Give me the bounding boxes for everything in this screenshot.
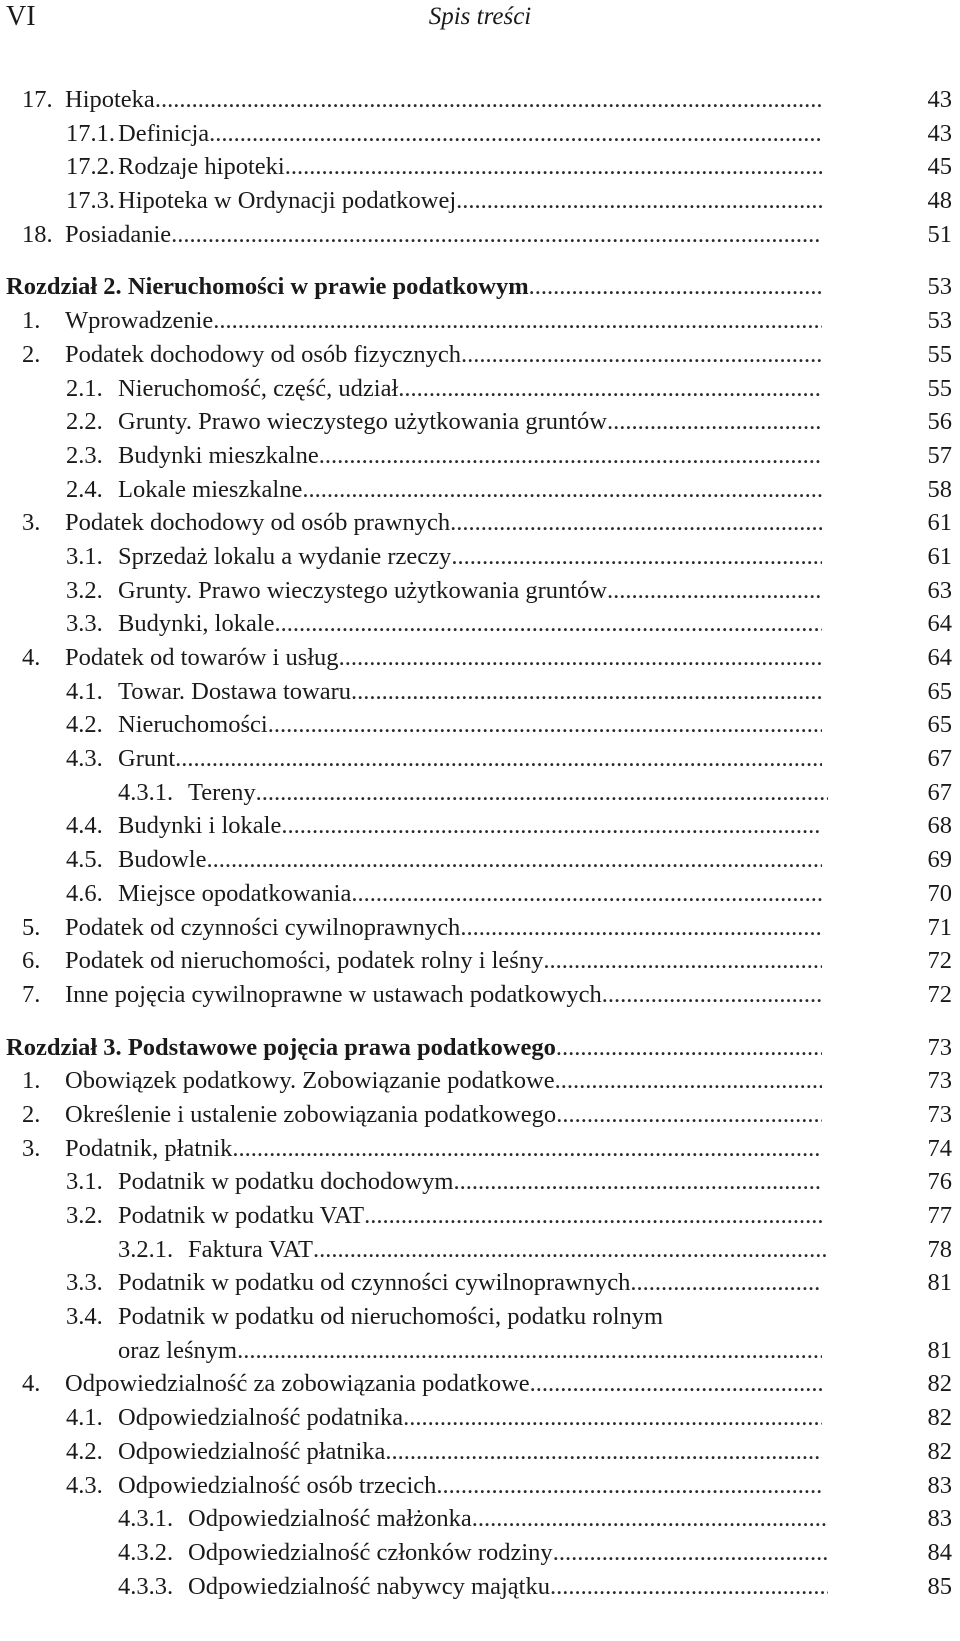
entry-number: 4.3.1. — [118, 1505, 174, 1533]
page-reference: 78 — [927, 1235, 952, 1263]
entry-title: Określenie i ustalenie zobowiązania podatkowego — [65, 1100, 557, 1128]
toc-entry[interactable] — [0, 675, 960, 709]
toc-entry[interactable] — [0, 944, 960, 978]
entry-number: 17.1. — [66, 119, 115, 147]
toc-entry[interactable] — [0, 1266, 960, 1300]
entry-number: 4.1. — [66, 1404, 103, 1432]
dot-leader — [256, 776, 828, 810]
page-reference: 56 — [927, 408, 952, 436]
page-reference: 67 — [927, 778, 952, 806]
entry-title: Rodzaje hipoteki — [118, 153, 285, 181]
entry-title: Odpowiedzialność członków rodziny — [188, 1538, 553, 1566]
page-reference: 81 — [927, 1336, 952, 1364]
entry-number: 3.3. — [66, 610, 103, 638]
toc-entry[interactable] — [0, 978, 960, 1012]
toc-entry[interactable] — [0, 1132, 960, 1166]
entry-number: 4.3.2. — [118, 1538, 174, 1566]
entry-title: Nieruchomość, część, udział — [118, 374, 399, 402]
entry-number: 4.3.1. — [118, 778, 174, 806]
page-reference: 72 — [927, 980, 952, 1008]
chapter-title: Podstawowe pojęcia prawa podatkowego — [127, 1033, 556, 1061]
entry-number: 3. — [22, 509, 41, 537]
toc-entry[interactable] — [0, 304, 960, 338]
page-number: VI — [6, 1, 36, 32]
entry-number: 18. — [22, 220, 53, 248]
toc-entry[interactable] — [0, 473, 960, 507]
toc-entry[interactable] — [0, 405, 960, 439]
toc-entry[interactable] — [0, 641, 960, 675]
entry-title: Podatek dochodowy od osób fizycznych — [65, 340, 461, 368]
dot-leader — [398, 372, 822, 406]
toc-entry[interactable] — [0, 338, 960, 372]
dot-leader — [555, 1064, 822, 1098]
entry-number: 4.6. — [66, 879, 103, 907]
entry-title: Lokale mieszkalne — [118, 475, 303, 503]
toc-entry[interactable] — [0, 911, 960, 945]
toc-entry[interactable] — [0, 506, 960, 540]
toc-entry[interactable] — [0, 708, 960, 742]
page-reference: 61 — [927, 509, 952, 537]
entry-number: 1. — [22, 307, 41, 335]
dot-leader — [285, 150, 822, 184]
toc-entry[interactable] — [0, 1064, 960, 1098]
entry-title: Odpowiedzialność płatnika — [118, 1437, 386, 1465]
toc-entry[interactable] — [0, 877, 960, 911]
entry-number: 3.2. — [66, 576, 103, 604]
entry-title: Budynki, lokale — [118, 610, 275, 638]
page-reference: 71 — [927, 913, 952, 941]
entry-number: 17. — [22, 86, 53, 113]
dot-leader — [436, 1469, 822, 1503]
dot-leader — [385, 1435, 822, 1469]
dot-leader — [602, 978, 822, 1012]
entry-title: Faktura VAT — [188, 1235, 314, 1263]
page-reference: 48 — [927, 187, 952, 215]
page-reference: 58 — [927, 475, 952, 503]
running-title: Spis treści — [428, 3, 532, 30]
toc-entry[interactable] — [0, 150, 960, 184]
entry-number: 6. — [22, 947, 41, 975]
toc-entry[interactable] — [0, 1536, 960, 1570]
dot-leader — [206, 843, 822, 877]
dot-leader — [232, 1132, 822, 1166]
toc-entry[interactable] — [0, 574, 960, 608]
page-reference: 73 — [927, 1067, 952, 1095]
page-reference: 67 — [927, 745, 952, 773]
page-reference: 85 — [927, 1572, 952, 1600]
entry-title: Miejsce opodatkowania — [118, 879, 352, 907]
page-reference: 77 — [927, 1202, 952, 1229]
toc-entry[interactable] — [0, 1367, 960, 1401]
entry-title: Budynki mieszkalne — [118, 441, 319, 469]
toc-entry[interactable] — [0, 1199, 960, 1233]
dot-leader — [556, 1031, 822, 1065]
dot-leader — [630, 1266, 822, 1300]
entry-title: Odpowiedzialność nabywcy majątku — [188, 1572, 550, 1600]
page-reference: 65 — [927, 677, 952, 705]
dot-leader — [472, 1502, 828, 1536]
section-gap — [0, 251, 960, 270]
toc-entry[interactable] — [0, 218, 960, 252]
toc-entry[interactable] — [0, 1165, 960, 1199]
entry-number: 3.1. — [66, 542, 103, 570]
toc-entry[interactable] — [0, 607, 960, 641]
entry-title: Podatnik w podatku od nieruchomości, podatku rolnym — [118, 1303, 664, 1331]
toc-entry[interactable] — [0, 83, 960, 117]
entry-number: 3.2. — [66, 1202, 103, 1229]
toc-entry[interactable] — [0, 1300, 960, 1367]
dot-leader — [339, 641, 822, 675]
entry-title: Hipoteka — [65, 86, 155, 113]
table-of-contents — [0, 83, 960, 1603]
dot-leader — [456, 184, 822, 218]
entry-number: 3. — [22, 1134, 41, 1162]
entry-number: 2. — [22, 1100, 41, 1128]
dot-leader — [451, 540, 822, 574]
entry-number: 2.4. — [66, 475, 103, 503]
dot-leader — [461, 338, 822, 372]
entry-number: 4.1. — [66, 677, 103, 705]
toc-chapter-entry[interactable] — [0, 1031, 960, 1065]
dot-leader — [213, 304, 822, 338]
dot-leader — [351, 675, 822, 709]
page-reference: 64 — [927, 610, 952, 638]
page-reference: 63 — [927, 576, 952, 604]
entry-title: Definicja — [118, 119, 210, 147]
toc-section — [0, 270, 960, 1011]
entry-number: 4.4. — [66, 812, 103, 840]
entry-number: 2.3. — [66, 441, 103, 469]
page-reference: 84 — [927, 1538, 952, 1566]
entry-title: Podatek od towarów i usług — [65, 644, 339, 671]
page-reference: 53 — [927, 273, 952, 301]
page-reference: 72 — [927, 947, 952, 975]
chapter-number: Rozdział 2. — [6, 273, 122, 301]
toc-entry[interactable] — [0, 117, 960, 151]
entry-title: Odpowiedzialność podatnika — [118, 1404, 404, 1432]
entry-number: 7. — [22, 980, 41, 1008]
page-reference: 64 — [927, 644, 952, 671]
toc-entry[interactable] — [0, 1502, 960, 1536]
page-reference: 69 — [927, 846, 952, 874]
page-reference: 73 — [927, 1100, 952, 1128]
entry-title: Podatnik w podatku dochodowym — [118, 1168, 454, 1196]
entry-number: 5. — [22, 913, 41, 941]
section-gap — [0, 1012, 960, 1031]
toc-entry[interactable] — [0, 776, 960, 810]
dot-leader — [237, 1334, 822, 1368]
entry-title: Hipoteka w Ordynacji podatkowej — [118, 187, 457, 215]
page-reference: 70 — [927, 879, 952, 907]
page-header — [0, 0, 960, 40]
entry-title: Inne pojęcia cywilnoprawne w ustawach podatkowych — [65, 980, 602, 1008]
dot-leader — [454, 1165, 823, 1199]
page-reference: 74 — [927, 1134, 952, 1162]
entry-title: Podatnik w podatku od czynności cywilnoprawnych — [118, 1269, 631, 1297]
page-reference: 73 — [927, 1033, 952, 1061]
page-reference: 55 — [927, 340, 952, 368]
chapter-number: Rozdział 3. — [6, 1033, 122, 1061]
entry-number: 4.3. — [66, 745, 103, 773]
entry-number: 4.3. — [66, 1471, 103, 1499]
toc-entry[interactable] — [0, 439, 960, 473]
entry-title: Tereny — [188, 778, 256, 806]
dot-leader — [364, 1199, 822, 1233]
dot-leader — [607, 574, 822, 608]
entry-number: 17.2. — [66, 153, 115, 181]
dot-leader — [556, 1098, 822, 1132]
entry-title: Towar. Dostawa towaru — [118, 677, 352, 705]
entry-title: Grunty. Prawo wieczystego użytkowania gruntów — [118, 576, 607, 604]
entry-number: 4.2. — [66, 1437, 103, 1465]
toc-entry[interactable] — [0, 1401, 960, 1435]
toc-entry[interactable] — [0, 1233, 960, 1267]
dot-leader — [553, 1536, 828, 1570]
entry-number: 4. — [22, 644, 41, 671]
dot-leader — [268, 708, 822, 742]
dot-leader — [171, 218, 822, 252]
entry-title: Budowle — [118, 846, 207, 874]
dot-leader — [403, 1401, 822, 1435]
page-reference: 81 — [927, 1269, 952, 1297]
toc-entry[interactable] — [0, 540, 960, 574]
entry-title: Grunt — [118, 745, 176, 773]
entry-number: 17.3. — [66, 187, 115, 215]
entry-title: Grunty. Prawo wieczystego użytkowania gruntów — [118, 408, 607, 436]
dot-leader — [275, 607, 822, 641]
toc-entry[interactable] — [0, 1469, 960, 1503]
page-reference: 82 — [927, 1437, 952, 1465]
toc-chapter-entry[interactable] — [0, 270, 960, 304]
entry-title: Odpowiedzialność małżonka — [188, 1505, 472, 1533]
toc-entry[interactable] — [0, 1570, 960, 1604]
entry-number: 3.3. — [66, 1269, 103, 1297]
entry-title: Sprzedaż lokalu a wydanie rzeczy — [118, 542, 452, 570]
page-reference: 68 — [927, 812, 952, 840]
dot-leader — [319, 439, 822, 473]
toc-entry[interactable] — [0, 1435, 960, 1469]
entry-title: Nieruchomości — [118, 711, 268, 739]
toc-entry[interactable] — [0, 184, 960, 218]
dot-leader — [281, 809, 822, 843]
page-reference: 82 — [927, 1370, 952, 1398]
entry-number: 3.2.1. — [118, 1235, 174, 1263]
page-reference: 55 — [927, 374, 952, 402]
toc-entry[interactable] — [0, 372, 960, 406]
page-reference: 82 — [927, 1404, 952, 1432]
page-reference: 43 — [927, 86, 952, 113]
dot-leader — [209, 117, 822, 151]
entry-number: 4. — [22, 1370, 41, 1398]
entry-title: Podatek od czynności cywilnoprawnych — [65, 913, 461, 941]
entry-number: 4.2. — [66, 711, 103, 739]
entry-number: 1. — [22, 1067, 41, 1095]
dot-leader — [530, 1367, 822, 1401]
entry-title: Wprowadzenie — [65, 307, 214, 335]
page-reference: 65 — [927, 711, 952, 739]
entry-number: 3.1. — [66, 1168, 103, 1196]
page-reference: 83 — [927, 1471, 952, 1499]
toc-entry[interactable] — [0, 809, 960, 843]
dot-leader — [302, 473, 822, 507]
entry-title: Odpowiedzialność za zobowiązania podatkowe — [65, 1370, 530, 1398]
entry-title: Odpowiedzialność osób trzecich — [118, 1471, 437, 1499]
toc-entry[interactable] — [0, 843, 960, 877]
entry-number: 2. — [22, 340, 41, 368]
toc-entry[interactable] — [0, 1098, 960, 1132]
entry-title: Podatnik w podatku VAT — [118, 1202, 365, 1229]
dot-leader — [460, 911, 822, 945]
toc-entry[interactable] — [0, 742, 960, 776]
page-reference: 51 — [927, 220, 952, 248]
page-reference: 43 — [927, 119, 952, 147]
entry-title: Podatek od nieruchomości, podatek rolny i leśny — [65, 947, 544, 975]
dot-leader — [607, 405, 822, 439]
dot-leader — [450, 506, 822, 540]
toc-section — [0, 1031, 960, 1604]
dot-leader — [351, 877, 822, 911]
dot-leader — [155, 83, 822, 117]
page-reference: 45 — [927, 153, 952, 181]
dot-leader — [529, 270, 822, 304]
dot-leader — [175, 742, 822, 776]
page-reference: 53 — [927, 307, 952, 335]
dot-leader — [313, 1233, 828, 1267]
entry-number: 4.3.3. — [118, 1572, 174, 1600]
chapter-title: Nieruchomości w prawie podatkowym — [127, 273, 529, 301]
entry-number: 4.5. — [66, 846, 103, 874]
entry-title-continuation: oraz leśnym — [118, 1336, 238, 1364]
toc-section — [0, 83, 960, 251]
entry-title: Posiadanie — [65, 220, 172, 248]
entry-number: 2.1. — [66, 374, 103, 402]
entry-title: Podatek dochodowy od osób prawnych — [65, 509, 451, 537]
page-reference: 61 — [927, 542, 952, 570]
entry-number: 3.4. — [66, 1303, 103, 1331]
entry-title: Podatnik, płatnik — [65, 1134, 233, 1162]
entry-title: Obowiązek podatkowy. Zobowiązanie podatkowe — [65, 1067, 555, 1095]
page-reference: 83 — [927, 1505, 952, 1533]
entry-title: Budynki i lokale — [118, 812, 282, 840]
page-reference: 76 — [927, 1168, 952, 1196]
page-reference: 57 — [927, 441, 952, 469]
dot-leader — [543, 944, 822, 978]
dot-leader — [550, 1570, 828, 1604]
entry-number: 2.2. — [66, 408, 103, 436]
